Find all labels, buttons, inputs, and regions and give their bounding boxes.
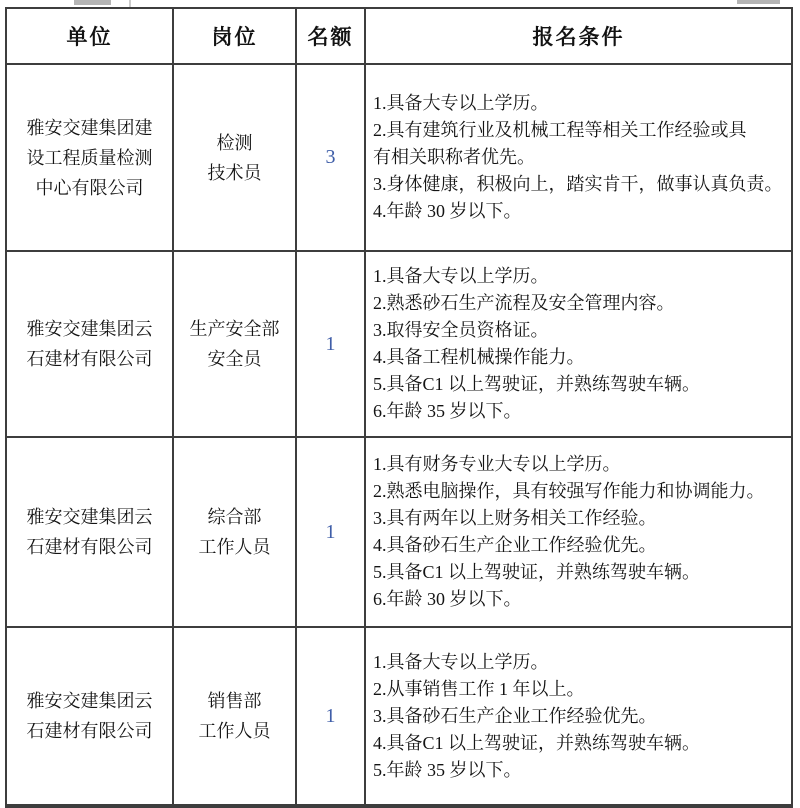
- quota-cell: 1: [296, 251, 365, 437]
- position-line: 安全员: [207, 349, 262, 369]
- position-cell: [173, 251, 296, 437]
- table-row: [6, 437, 792, 627]
- condition-line: 2.熟悉电脑操作，具有较强写作能力和协调能力。: [373, 481, 765, 501]
- condition-line: 5.具备C1 以上驾驶证，并熟练驾驶车辆。: [373, 374, 701, 394]
- table-row: [6, 64, 792, 251]
- position-line: 销售部: [207, 691, 262, 711]
- condition-line: 5.具备C1 以上驾驶证，并熟练驾驶车辆。: [373, 562, 701, 582]
- position-line: 检测: [216, 132, 253, 153]
- scan-artifact-right: [737, 0, 780, 4]
- quota-cell: 3: [296, 64, 365, 251]
- quota-cell: 1: [296, 627, 365, 806]
- condition-line: 3.具备砂石生产企业工作经验优先。: [373, 705, 657, 726]
- quota-cell: 1: [296, 437, 365, 627]
- condition-line: 有相关职称者优先。: [373, 147, 535, 167]
- position-cell: [173, 437, 296, 627]
- unit-cell: 雅安交建集团云石建材有限公司: [6, 627, 173, 806]
- condition-line: 4.具备C1 以上驾驶证，并熟练驾驶车辆。: [373, 732, 701, 753]
- condition-line: 2.具有建筑行业及机械工程等相关工作经验或具: [373, 120, 747, 140]
- condition-line: 6.年龄 35 岁以下。: [373, 401, 522, 421]
- table-row: [6, 627, 792, 806]
- position-cell: [173, 627, 296, 806]
- condition-line: 2.从事销售工作 1 年以上。: [373, 678, 585, 699]
- condition-line: 4.具备工程机械操作能力。: [373, 347, 585, 367]
- header-row: [6, 8, 792, 64]
- header-position: 岗位: [173, 8, 296, 64]
- header-quota: 名额: [296, 8, 365, 64]
- recruitment-table: [5, 7, 793, 808]
- condition-line: 5.年龄 35 岁以下。: [373, 759, 522, 780]
- conditions-list: [373, 90, 787, 225]
- unit-cell: 雅安交建集团云石建材有限公司: [6, 437, 173, 627]
- condition-line: 1.具备大专以上学历。: [373, 266, 549, 286]
- conditions-cell: [365, 64, 792, 251]
- position-line: 综合部: [207, 507, 262, 527]
- condition-line: 1.具备大专以上学历。: [373, 93, 549, 113]
- header-conditions: 报名条件: [365, 8, 792, 64]
- position-line: 生产安全部: [189, 319, 280, 339]
- position-cell: [173, 64, 296, 251]
- condition-line: 6.年龄 30 岁以下。: [373, 589, 522, 609]
- position-line: 工作人员: [198, 537, 271, 557]
- condition-line: 1.具有财务专业大专以上学历。: [373, 454, 621, 474]
- conditions-cell: [365, 627, 792, 806]
- conditions-list: [373, 451, 787, 613]
- condition-line: 4.年龄 30 岁以下。: [373, 201, 522, 221]
- condition-line: 3.具有两年以上财务相关工作经验。: [373, 508, 657, 528]
- condition-line: 1.具备大专以上学历。: [373, 651, 549, 672]
- position-line: 技术员: [207, 162, 262, 183]
- condition-line: 3.取得安全员资格证。: [373, 320, 549, 340]
- condition-line: 4.具备砂石生产企业工作经验优先。: [373, 535, 657, 555]
- conditions-list: [373, 649, 787, 784]
- conditions-cell: [365, 437, 792, 627]
- conditions-cell: [365, 251, 792, 437]
- condition-line: 3.身体健康，积极向上，踏实肯干，做事认真负责。: [373, 174, 783, 194]
- position-line: 工作人员: [198, 721, 271, 741]
- unit-cell: 雅安交建集团云石建材有限公司: [6, 251, 173, 437]
- table-row: [6, 251, 792, 437]
- header-unit: 单位: [6, 8, 173, 64]
- scan-artifact-left: [74, 0, 111, 5]
- conditions-list: [373, 263, 787, 425]
- unit-cell: 雅安交建集团建设工程质量检测中心有限公司: [6, 64, 173, 251]
- condition-line: 2.熟悉砂石生产流程及安全管理内容。: [373, 293, 675, 313]
